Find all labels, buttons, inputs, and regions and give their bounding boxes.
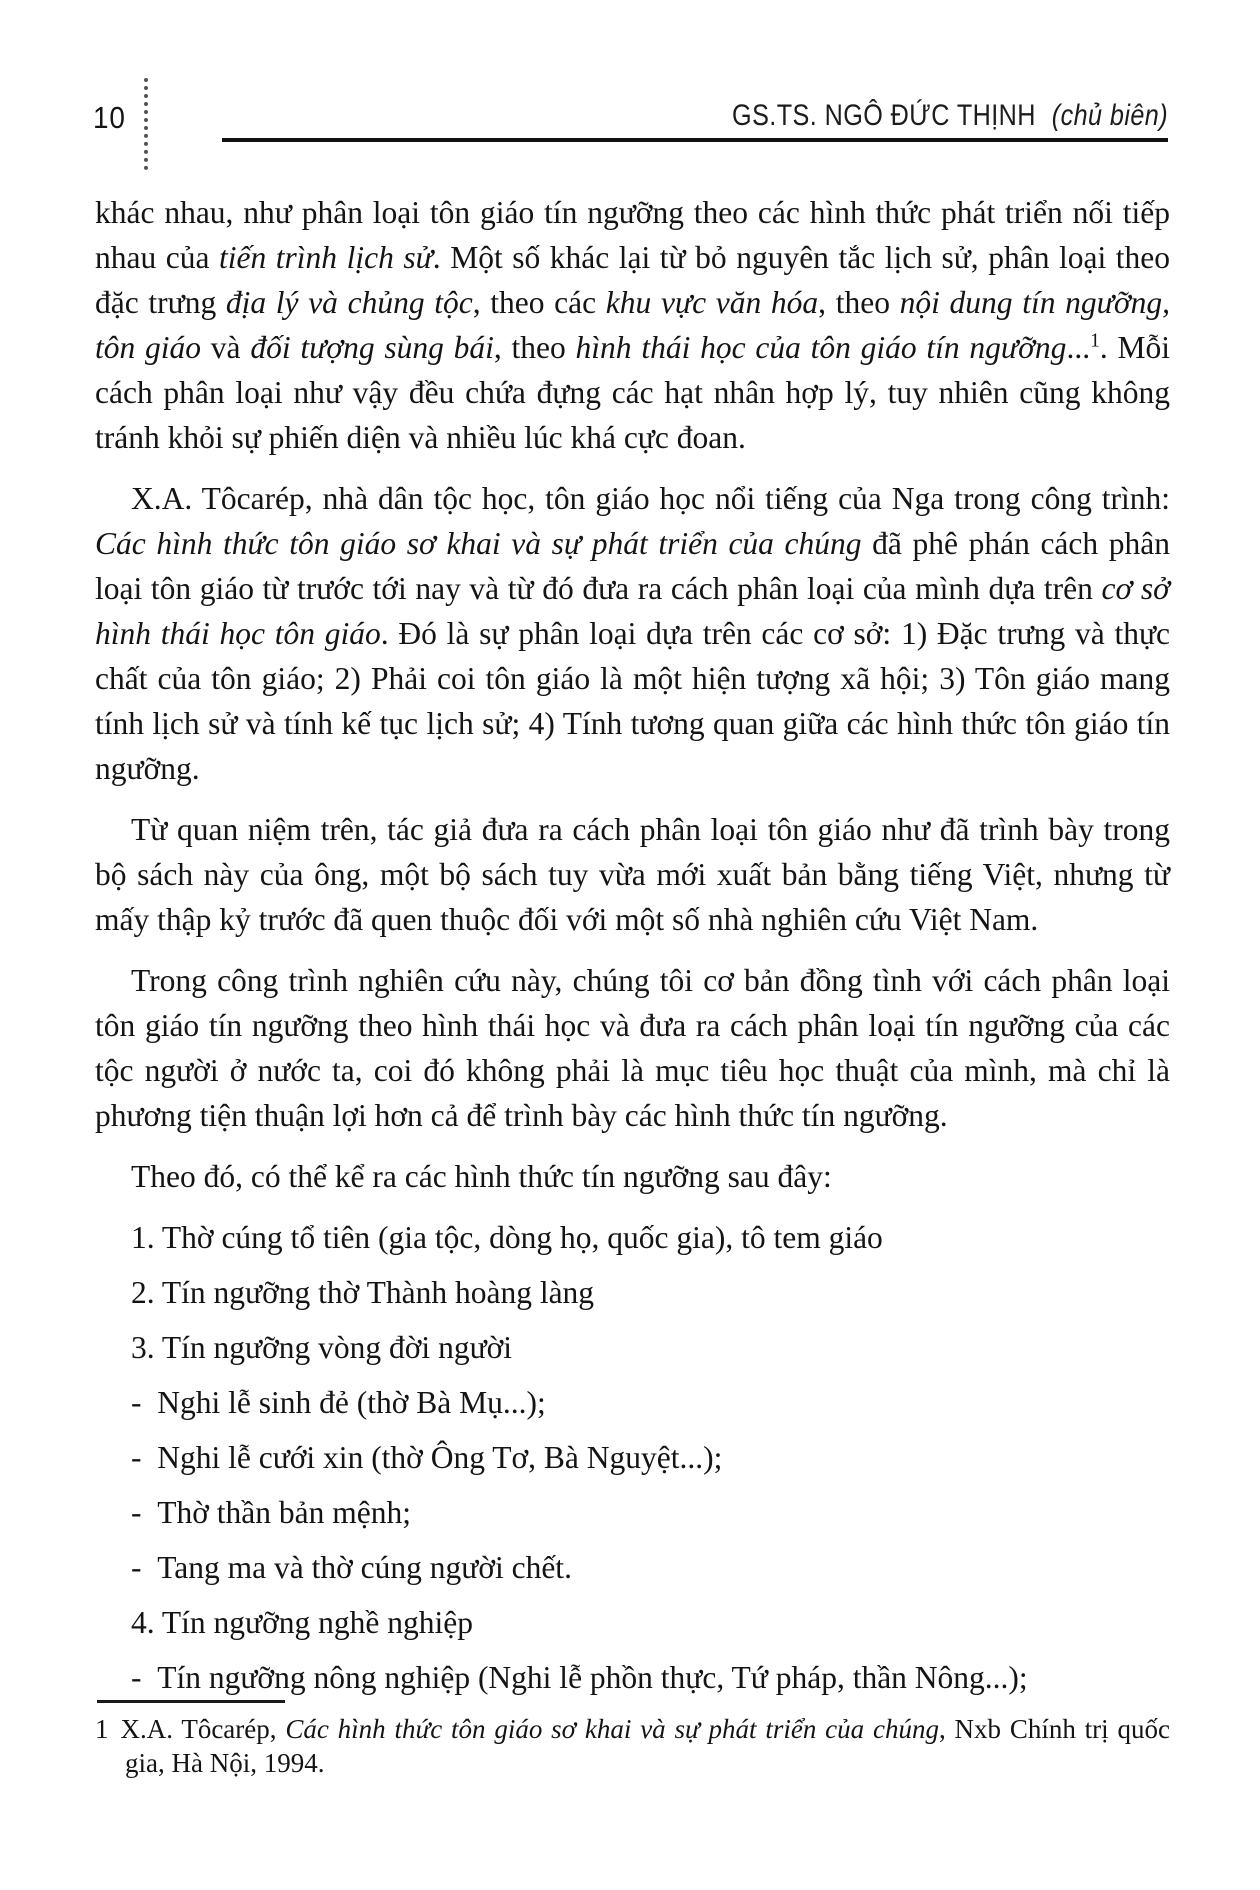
- footnote-citation: X.A. Tôcarép, Các hình thức tôn giáo sơ khai và sự phát triển của chúng, Nxb Chính trị quốc gia, Hà Nội, 1994.: [120, 1714, 1170, 1778]
- list-item: 4. Tín ngưỡng nghề nghiệp: [131, 1605, 473, 1640]
- list-item: - Thờ thần bản mệnh;: [131, 1495, 411, 1530]
- paragraph: Từ quan niệm trên, tác giả đưa ra cách phân loại tôn giáo như đã trình bày trong bộ sách này của ông, một bộ sách tuy vừa mới xuất bản bằng tiếng Việt, nhưng từ mấy thập kỷ trước đã quen thuộc đối với một số nhà nghiên cứu Việt Nam.: [95, 812, 1170, 937]
- running-head: [732, 99, 1168, 133]
- header-ornament-divider: [144, 78, 148, 170]
- paragraph: Theo đó, có thể kể ra các hình thức tín ngưỡng sau đây:: [131, 1159, 832, 1194]
- paragraph: khác nhau, như phân loại tôn giáo tín ngưỡng theo các hình thức phát triển nối tiếp nhau của tiến trình lịch sử. Một số khác lại từ bỏ nguyên tắc lịch sử, phân loại theo đặc trưng địa lý và chủng tộc, theo các khu vực văn hóa, theo nội dung tín ngưỡng, tôn giáo và đối tượng sùng bái, theo hình thái học của tôn giáo tín ngưỡng...$^1$. Mỗi cách phân loại như vậy đều chứa đựng các hạt nhân hợp lý, tuy nhiên cũng không tránh khỏi sự phiến diện và nhiều lúc khá cực đoan.: [95, 195, 1171, 455]
- list-item: 2. Tín ngưỡng thờ Thành hoàng làng: [131, 1275, 595, 1310]
- list-item: - Tang ma và thờ cúng người chết.: [131, 1550, 572, 1585]
- list-item: 1. Thờ cúng tổ tiên (gia tộc, dòng họ, quốc gia), tô tem giáo: [131, 1220, 883, 1255]
- paragraph: X.A. Tôcarép, nhà dân tộc học, tôn giáo học nổi tiếng của Nga trong công trình: Các hình thức tôn giáo sơ khai và sự phát triển của chúng đã phê phán cách phân loại tôn giáo từ trước tới nay và từ đó đưa ra cách phân loại của mình dựa trên cơ sở hình thái học tôn giáo. Đó là sự phân loại dựa trên các cơ sở: 1) Đặc trưng và thực chất của tôn giáo; 2) Phải coi tôn giáo là một hiện tượng xã hội; 3) Tôn giáo mang tính lịch sử và tính kế tục lịch sử; 4) Tính tương quan giữa các hình thức tôn giáo tín ngưỡng.: [95, 481, 1170, 786]
- list-item: - Nghi lễ sinh đẻ (thờ Bà Mụ...);: [131, 1385, 546, 1420]
- running-head-role: (chủ biên): [1051, 99, 1168, 132]
- list-item: - Tín ngưỡng nông nghiệp (Nghi lễ phồn thực, Tứ pháp, thần Nông...);: [131, 1660, 1028, 1695]
- running-head-author: GS.TS. NGÔ ĐỨC THỊNH: [732, 99, 1036, 132]
- page-body: [95, 190, 1170, 1710]
- footnote-separator: [97, 1700, 285, 1703]
- footnote-text: [95, 1712, 1170, 1780]
- footnote: [95, 1700, 1170, 1780]
- list-item: 3. Tín ngưỡng vòng đời người: [131, 1330, 513, 1365]
- footnote-marker: 1: [95, 1714, 109, 1744]
- paragraph: Trong công trình nghiên cứu này, chúng tôi cơ bản đồng tình với cách phân loại tôn giáo tín ngưỡng theo hình thái học và đưa ra cách phân loại tín ngưỡng của các tộc người ở nước ta, coi đó không phải là mục tiêu học thuật của mình, mà chỉ là phương tiện thuận lợi hơn cả để trình bày các hình thức tín ngưỡng.: [95, 963, 1170, 1133]
- page-number: 10: [93, 100, 126, 135]
- list-item: - Nghi lễ cưới xin (thờ Ông Tơ, Bà Nguyệt...);: [131, 1440, 723, 1475]
- header-rule: [222, 138, 1168, 142]
